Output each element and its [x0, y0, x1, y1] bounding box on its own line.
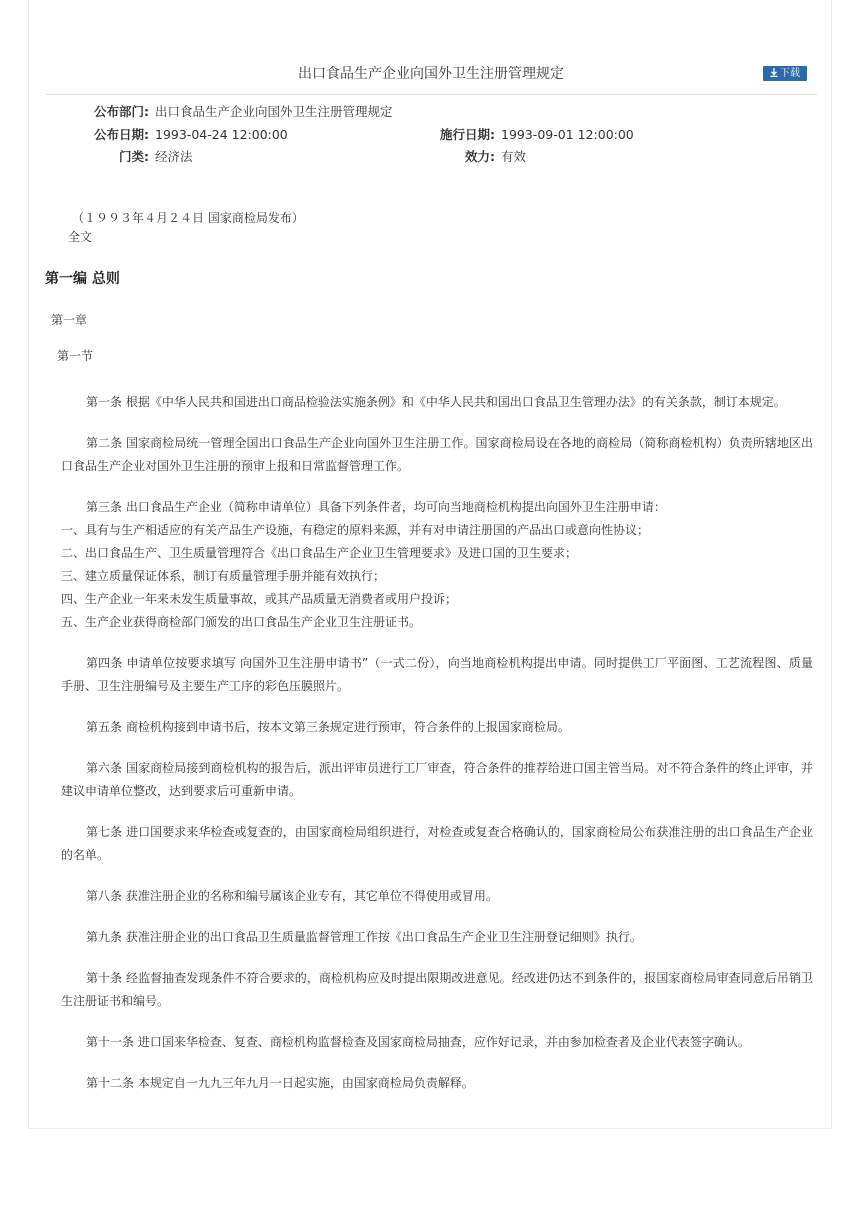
paragraph-gap — [61, 698, 813, 716]
publish-date-row — [59, 127, 288, 143]
article-paragraph — [61, 716, 813, 739]
article-paragraph — [61, 926, 813, 949]
article-list-item: 三、建立质量保证体系，制订有质量管理手册并能有效执行； — [61, 569, 386, 583]
article-paragraph — [61, 652, 813, 698]
article-text: 第八条 获准注册企业的名称和编号属该企业专有，其它单位不得使用或冒用。 — [86, 889, 498, 903]
effective-date-row — [405, 127, 634, 143]
validity-row — [405, 149, 526, 165]
effective-date-label: 施行日期: — [440, 127, 495, 142]
paragraph-gap — [61, 414, 813, 432]
article-text: 第十条 经监督抽查发现条件不符合要求的，商检机构应及时提出限期改进意见。经改进仍达不到条件的，报国家商检局审查同意后吊销卫生注册证书和编号。 — [61, 971, 813, 1008]
article-list-item: 四、生产企业一年来未发生质量事故，或其产品质量无消费者或用户投诉； — [61, 592, 458, 606]
article-paragraph — [61, 1072, 813, 1095]
document-header — [45, 58, 817, 95]
document-page — [28, 0, 832, 1129]
issuer-value: 出口食品生产企业向国外卫生注册管理规定 — [155, 104, 393, 119]
download-button[interactable] — [763, 66, 807, 81]
chapter-heading: 第一章 — [51, 313, 88, 327]
paragraph-gap — [61, 478, 813, 496]
category-label: 门类: — [119, 149, 149, 164]
paragraph-gap — [61, 908, 813, 926]
paragraph-gap — [61, 1013, 813, 1031]
article-text: 第二条 国家商检局统一管理全国出口食品生产企业向国外卫生注册工作。国家商检局设在各地的商检局（简称商检机构）负责所辖地区出口食品生产企业对国外卫生注册的预审上报和日常监督管理工作。 — [61, 436, 813, 473]
paragraph-gap — [61, 949, 813, 967]
section-heading: 第一节 — [57, 349, 94, 363]
download-label: 下载 — [780, 68, 800, 79]
article-text: 第四条 申请单位按要求填写 向国外卫生注册申请书”（一式二份），向当地商检机构提出申请。同时提供工厂平面图、工艺流程图、质量手册、卫生注册编号及主要生产工序的彩色压膜照片。 — [61, 656, 813, 693]
article-list-item: 五、生产企业获得商检部门颁发的出口食品生产企业卫生注册证书。 — [61, 615, 422, 629]
paragraph-gap — [61, 1054, 813, 1072]
article-paragraph — [61, 432, 813, 478]
fulltext-label: 全文 — [68, 230, 93, 244]
article-text: 第五条 商检机构接到申请书后，按本文第三条规定进行预审，符合条件的上报国家商检局。 — [86, 720, 570, 734]
paragraph-gap — [61, 739, 813, 757]
paragraph-gap — [61, 634, 813, 652]
article-text: 第六条 国家商检局接到商检机构的报告后，派出评审员进行工厂审查，符合条件的推荐给进口国主管当局。对不符合条件的终止评审，并建议申请单位整改，达到要求后可重新申请。 — [61, 761, 813, 798]
article-text: 第七条 进口国要求来华检查或复查的，由国家商检局组织进行，对检查或复查合格确认的，国家商检局公布获准注册的出口食品生产企业的名单。 — [61, 825, 813, 862]
category-value: 经济法 — [155, 149, 193, 164]
articles-list — [61, 391, 813, 1095]
article-text: 第十二条 本规定自一九九三年九月一日起实施，由国家商检局负责解释。 — [86, 1076, 474, 1090]
publish-date-label: 公布日期: — [94, 127, 149, 142]
category-row — [59, 149, 193, 165]
article-list-item: 二、出口食品生产、卫生质量管理符合《出口食品生产企业卫生管理要求》及进口国的卫生要求； — [61, 546, 578, 560]
validity-label: 效力: — [465, 149, 495, 164]
article-list-item: 一、具有与生产相适应的有关产品生产设施，有稳定的原料来源，并有对申请注册国的产品出口或意向性协议； — [61, 523, 650, 537]
article-paragraph — [61, 1031, 813, 1054]
article-paragraph — [61, 885, 813, 908]
effective-date-value: 1993-09-01 12:00:00 — [501, 127, 634, 142]
publication-note: （１９９３年４月２４日 国家商检局发布） — [72, 211, 304, 225]
article-text: 第九条 获准注册企业的出口食品卫生质量监督管理工作按《出口食品生产企业卫生注册登记细则》执行。 — [86, 930, 642, 944]
article-paragraph — [61, 821, 813, 867]
article-text: 第一条 根据《中华人民共和国进出口商品检验法实施条例》和《中华人民共和国出口食品卫生管理办法》的有关条款，制订本规定。 — [86, 395, 786, 409]
issuer-label: 公布部门: — [94, 104, 149, 119]
download-icon — [770, 66, 778, 81]
article-paragraph — [61, 391, 813, 414]
article-paragraph — [61, 967, 813, 1013]
page-title: 出口食品生产企业向国外卫生注册管理规定 — [298, 66, 564, 82]
paragraph-gap — [61, 867, 813, 885]
article-paragraph — [61, 496, 813, 634]
article-text: 第十一条 进口国来华检查、复查、商检机构监督检查及国家商检局抽查，应作好记录，并由参加检查者及企业代表签字确认。 — [86, 1035, 750, 1049]
article-text: 第三条 出口食品生产企业（简称申请单位）具备下列条件者，均可向当地商检机构提出向国外卫生注册申请： — [86, 500, 666, 514]
validity-value: 有效 — [501, 149, 527, 164]
publish-date-value: 1993-04-24 12:00:00 — [155, 127, 288, 142]
part-heading: 第一编 总则 — [45, 271, 120, 287]
paragraph-gap — [61, 803, 813, 821]
article-paragraph — [61, 757, 813, 803]
issuer-row — [59, 104, 393, 120]
